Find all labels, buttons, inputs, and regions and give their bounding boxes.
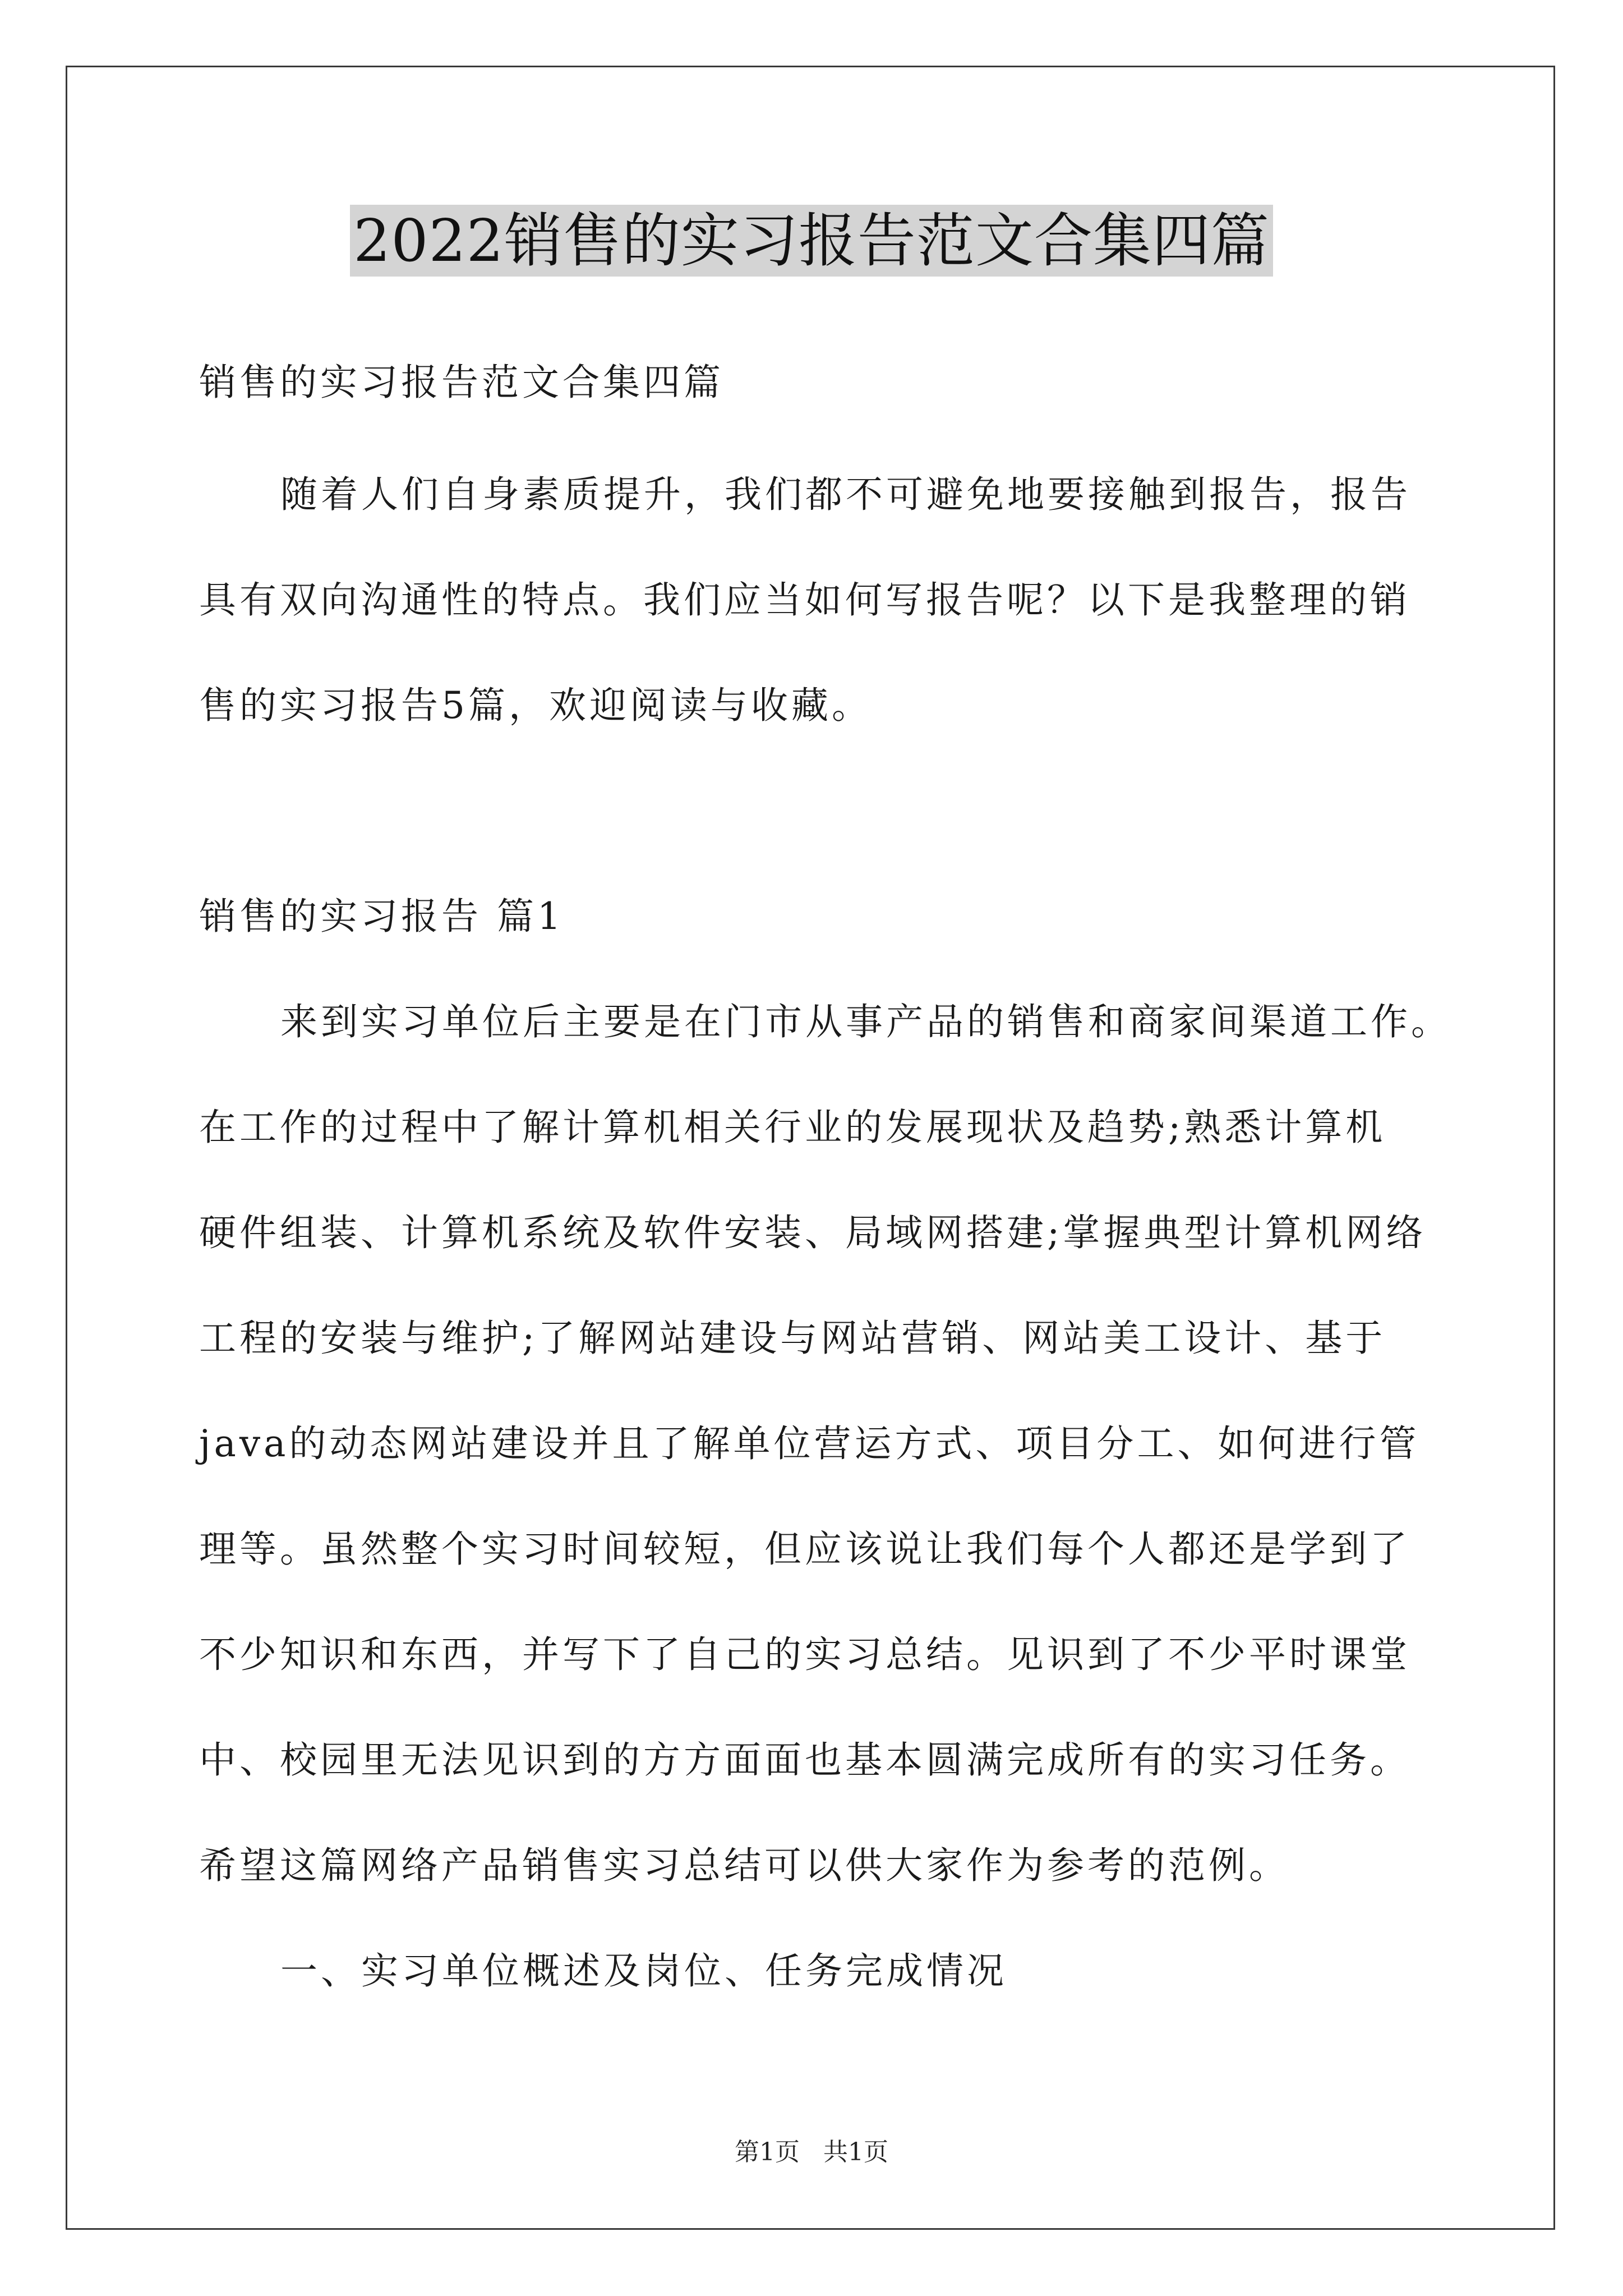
page-number-footer: 第1页 共1页: [735, 2138, 888, 2166]
document-title: 2022销售的实习报告范文合集四篇: [350, 205, 1273, 277]
section-heading: 销售的实习报告 篇1: [199, 895, 564, 938]
section-line-5: java的动态网站建设并且了解单位营运方式、项目分工、如何进行管: [199, 1422, 1420, 1465]
intro-line-2: 具有双向沟通性的特点。我们应当如何写报告呢？以下是我整理的销: [199, 578, 1410, 622]
section-line-4: 工程的安装与维护;了解网站建设与网站营销、网站美工设计、基于: [199, 1317, 1386, 1360]
section-line-2: 在工作的过程中了解计算机相关行业的发展现状及趋势;熟悉计算机: [199, 1106, 1386, 1149]
section-line-9: 希望这篇网络产品销售实习总结可以供大家作为参考的范例。: [199, 1844, 1289, 1887]
intro-line-1: 随着人们自身素质提升，我们都不可避免地要接触到报告，报告: [280, 473, 1411, 516]
section-line-1: 来到实习单位后主要是在门市从事产品的销售和商家间渠道工作。: [280, 1000, 1451, 1043]
document-subtitle: 销售的实习报告范文合集四篇: [199, 361, 724, 404]
section-line-7: 不少知识和东西，并写下了自己的实习总结。见识到了不少平时课堂: [199, 1633, 1410, 1676]
intro-line-3: 售的实习报告5篇，欢迎阅读与收藏。: [199, 684, 872, 727]
subheading: 一、实习单位概述及岗位、任务完成情况: [280, 1949, 1007, 1993]
section-line-8: 中、校园里无法见识到的方方面面也基本圆满完成所有的实习任务。: [199, 1738, 1410, 1782]
section-line-6: 理等。虽然整个实习时间较短，但应该说让我们每个人都还是学到了: [199, 1527, 1410, 1571]
section-line-3: 硬件组装、计算机系统及软件安装、局域网搭建;掌握典型计算机网络: [199, 1211, 1427, 1254]
title-container: [0, 205, 1623, 277]
